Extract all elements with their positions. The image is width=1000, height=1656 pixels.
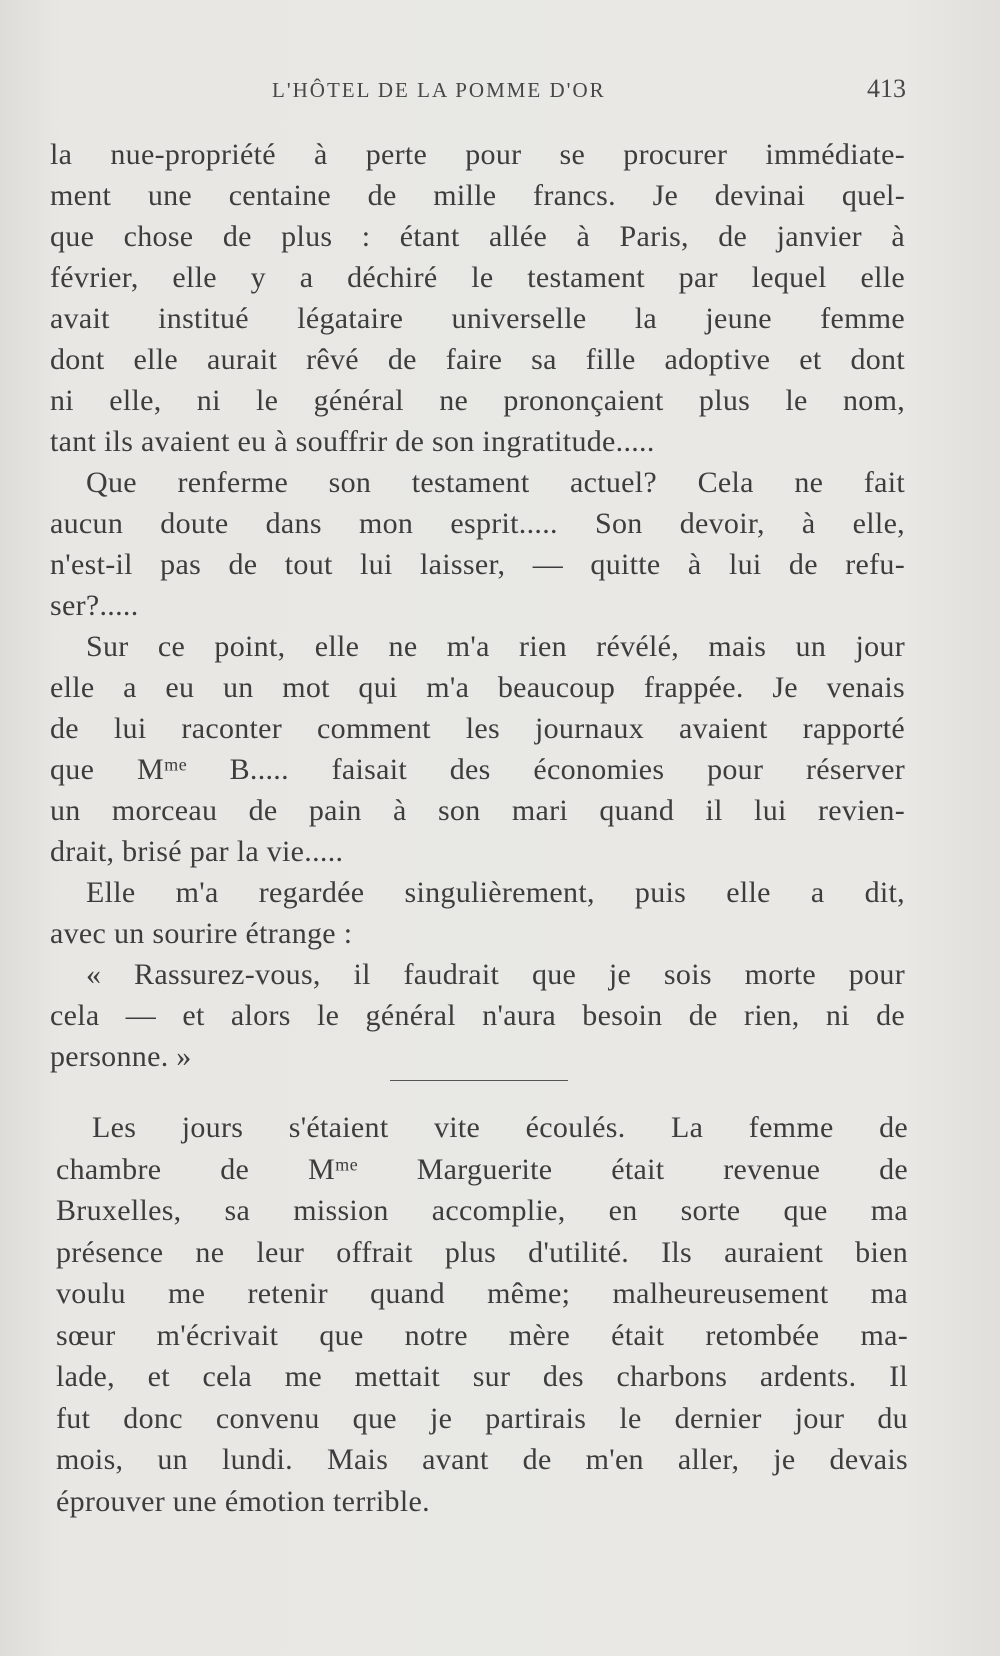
text-line: Que renferme son testament actuel? Cela ne fait <box>86 466 905 499</box>
text-line: tant ils avaient eu à souffrir de son ingratitude..... <box>50 425 655 458</box>
running-title: L'HÔTEL DE LA POMME D'OR <box>272 78 606 102</box>
text-line: cela — et alors le général n'aura besoin de rien, ni de <box>50 999 905 1032</box>
text-line: dont elle aurait rêvé de faire sa fille adoptive et dont <box>50 343 905 376</box>
text-line: ser?..... <box>50 589 139 622</box>
text-line: février, elle y a déchiré le testament par lequel elle <box>50 261 905 294</box>
text-line: « Rassurez-vous, il faudrait que je sois morte pour <box>86 958 905 991</box>
text-line: Bruxelles, sa mission accomplie, en sorte que ma <box>56 1194 908 1227</box>
text-line: la nue-propriété à perte pour se procurer immédiate- <box>50 138 905 171</box>
text-line: lade, et cela me mettait sur des charbons ardents. Il <box>56 1360 908 1393</box>
text-line: présence ne leur offrait plus d'utilité. Ils auraient bien <box>56 1235 908 1269</box>
page-number: 413 <box>867 74 906 103</box>
text-line: n'est-il pas de tout lui laisser, — quitte à lui de refu- <box>50 548 905 581</box>
page-header <box>50 70 908 110</box>
text-line: aucun doute dans mon esprit..... Son devoir, à elle, <box>50 507 905 540</box>
text-line: de lui raconter comment les journaux avaient rapporté <box>50 712 905 745</box>
text-line: avait institué légataire universelle la jeune femme <box>50 302 905 335</box>
text-line: voulu me retenir quand même; malheureusement ma <box>56 1277 908 1310</box>
text-line: Sur ce point, elle ne m'a rien révélé, mais un jour <box>86 630 905 663</box>
text-line: sœur m'écrivait que notre mère était retombée ma- <box>56 1318 908 1352</box>
text-line: elle a eu un mot qui m'a beaucoup frappée. Je venais <box>50 671 905 704</box>
text-line: Les jours s'étaient vite écoulés. La femme de <box>92 1111 908 1144</box>
text-line: éprouver une émotion terrible. <box>56 1484 430 1518</box>
text-line: personne. » <box>50 1040 192 1073</box>
text-line: Elle m'a regardée singulièrement, puis elle a dit, <box>86 876 905 909</box>
body-text-upper <box>50 134 905 1077</box>
text-line: ment une centaine de mille francs. Je devinai quel- <box>50 179 905 212</box>
text-line: mois, un lundi. Mais avant de m'en aller, je devais <box>56 1443 908 1476</box>
text-line: que chose de plus : étant allée à Paris, de janvier à <box>50 220 905 253</box>
section-separator-rule <box>390 1080 568 1081</box>
text-line: drait, brisé par la vie..... <box>50 835 344 868</box>
text-line: un morceau de pain à son mari quand il lui revien- <box>50 794 905 827</box>
text-line: ni elle, ni le général ne prononçaient plus le nom, <box>50 384 905 417</box>
text-line: que Mᵐᵉ B..... faisait des économies pour réserver <box>50 753 905 786</box>
text-line: chambre de Mᵐᵉ Marguerite était revenue de <box>56 1152 908 1186</box>
text-line: avec un sourire étrange : <box>50 917 353 950</box>
text-line: fut donc convenu que je partirais le dernier jour du <box>56 1401 908 1435</box>
body-text-lower <box>56 1107 908 1522</box>
